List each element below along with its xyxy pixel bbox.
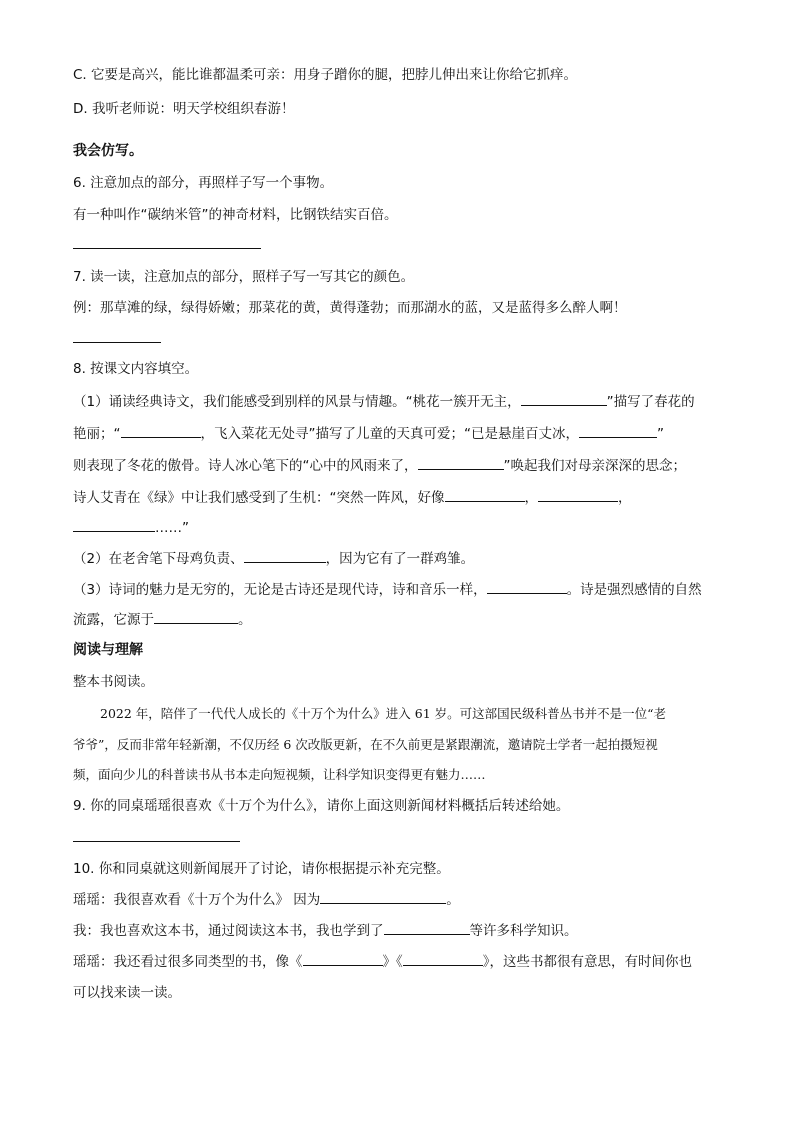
reading-subheading: 整本书阅读。 xyxy=(73,674,154,690)
q10-l3-text-b: 》《 xyxy=(382,954,403,970)
q10-l1-text-a: 瑶瑶：我很喜欢看《十万个为什么》 因为 xyxy=(73,892,321,908)
q8-blank-6[interactable] xyxy=(538,488,618,502)
q10-l2-text-b: 等许多科学知识。 xyxy=(469,923,578,939)
q10-line-2 xyxy=(73,921,578,940)
passage-line-2: 爷爷”，反而非常年轻新潮，不仅历经 6 次改版更新，在不久前更是紧跟潮流，邀请院士学者一起拍摄短视 xyxy=(73,737,658,752)
q8-blank-10[interactable] xyxy=(154,610,238,624)
q8-p1-text-k: ……” xyxy=(155,520,189,536)
q8-part1-line1 xyxy=(73,392,695,411)
q6-prompt: 6. 注意加点的部分，再照样子写一个事物。 xyxy=(73,175,334,191)
q6-answer-line[interactable] xyxy=(73,248,261,249)
option-c: C. 它要是高兴，能比谁都温柔可亲：用身子蹭你的腿，把脖儿伸出来让你给它抓痒。 xyxy=(73,67,578,83)
q10-blank-4[interactable] xyxy=(403,952,483,966)
q8-blank-1[interactable] xyxy=(521,392,607,406)
q8-p2-text-b: ，因为它有了一群鸡雏。 xyxy=(325,551,475,567)
q8-p1-text-e: ” xyxy=(657,426,664,442)
q10-l3-text-a: 瑶瑶：我还看过很多同类型的书，像《 xyxy=(73,954,303,970)
q10-blank-3[interactable] xyxy=(303,952,383,966)
q8-p1-text-g: ”唤起我们对母亲深深的思念； xyxy=(503,458,686,474)
q7-prompt: 7. 读一读，注意加点的部分，照样子写一写其它的颜色。 xyxy=(73,269,415,285)
q8-p1-text-f: 则表现了冬花的傲骨。诗人冰心笔下的“心中的风雨来了， xyxy=(73,458,418,474)
q8-blank-7[interactable] xyxy=(73,518,155,532)
q10-blank-2[interactable] xyxy=(384,921,470,935)
q7-answer-line[interactable] xyxy=(73,342,161,343)
q8-p1-text-h: 诗人艾青在《绿》中让我们感受到了生机：“突然一阵风，好像 xyxy=(73,490,445,506)
section-heading-imitate: 我会仿写。 xyxy=(73,143,143,159)
q8-part3-line2 xyxy=(73,610,252,629)
q8-p3-text-c: 流露，它源于 xyxy=(73,612,154,628)
q8-blank-8[interactable] xyxy=(244,549,326,563)
q8-p3-text-d: 。 xyxy=(238,612,252,628)
q8-blank-2[interactable] xyxy=(121,424,201,438)
q8-blank-4[interactable] xyxy=(418,456,504,470)
section-heading-reading: 阅读与理解 xyxy=(73,642,143,658)
q10-line-4: 可以找来读一读。 xyxy=(73,985,181,1001)
q9-answer-line[interactable] xyxy=(73,841,240,842)
q7-example: 例：那草滩的绿，绿得娇嫩；那菜花的黄，黄得蓬勃；而那湖水的蓝，又是蓝得多么醉人啊！ xyxy=(73,300,627,316)
q8-part1-line3 xyxy=(73,456,686,475)
passage-line-1: 2022 年，陪伴了一代代人成长的《十万个为什么》进入 61 岁。可这部国民级科普丛书并不是一位“老 xyxy=(100,706,667,721)
q8-p1-text-a: （1）诵读经典诗文，我们能感受到别样的风景与情趣。“桃花一簇开无主， xyxy=(73,394,521,410)
q10-l3-text-c: 》，这些书都很有意思，有时间你也 xyxy=(482,954,692,970)
q10-prompt: 10. 你和同桌就这则新闻展开了讨论，请你根据提示补充完整。 xyxy=(73,861,450,877)
q8-p1-text-j: ， xyxy=(618,490,632,506)
q8-blank-9[interactable] xyxy=(487,580,567,594)
q8-blank-5[interactable] xyxy=(445,488,525,502)
q9-prompt: 9. 你的同桌瑶瑶很喜欢《十万个为什么》，请你上面这则新闻材料概括后转述给她。 xyxy=(73,798,570,814)
q8-part2 xyxy=(73,549,474,568)
q10-line-3 xyxy=(73,952,692,971)
q8-part3-line1 xyxy=(73,580,702,599)
option-d: D. 我听老师说：明天学校组织春游！ xyxy=(73,101,295,117)
passage-line-3: 频，面向少儿的科普读书从书本走向短视频，让科学知识变得更有魅力…… xyxy=(73,767,486,782)
q8-p1-text-c: 艳丽；“ xyxy=(73,426,121,442)
q8-p1-text-i: ， xyxy=(524,490,538,506)
q8-part1-line4 xyxy=(73,488,632,507)
q8-part1-line2 xyxy=(73,424,664,443)
q10-blank-1[interactable] xyxy=(320,890,446,904)
q6-example: 有一种叫作“碳纳米管”的神奇材料，比钢铁结实百倍。 xyxy=(73,207,398,223)
q8-p1-text-d: ，飞入菜花无处寻”描写了儿童的天真可爱；“已是悬崖百丈冰， xyxy=(200,426,579,442)
q8-blank-3[interactable] xyxy=(579,424,657,438)
q8-p3-text-b: 。诗是强烈感情的自然 xyxy=(566,582,702,598)
q8-p3-text-a: （3）诗词的魅力是无穷的，无论是古诗还是现代诗，诗和音乐一样， xyxy=(73,582,487,598)
q10-l1-text-b: 。 xyxy=(446,892,460,908)
q10-line-1 xyxy=(73,890,460,909)
q8-p1-text-b: ”描写了春花的 xyxy=(606,394,695,410)
q8-p2-text-a: （2）在老舍笔下母鸡负责、 xyxy=(73,551,244,567)
q8-part1-line5 xyxy=(73,518,189,537)
q8-prompt: 8. 按课文内容填空。 xyxy=(73,361,199,377)
q10-l2-text-a: 我：我也喜欢这本书，通过阅读这本书，我也学到了 xyxy=(73,923,384,939)
